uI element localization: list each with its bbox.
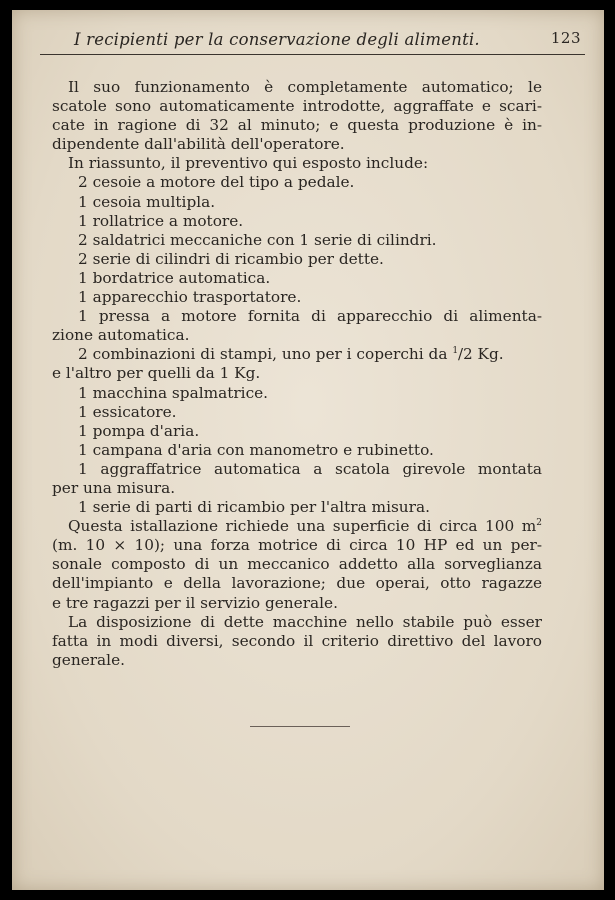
body-text [52, 78, 542, 670]
list-item-text: Kg. [472, 345, 504, 364]
fraction: $^1$/2 [452, 345, 473, 364]
list-item: 1 pompa d'aria. [78, 421, 200, 440]
paragraph-line [52, 517, 542, 536]
list-item: 1 pressa a motore fornita di apparecchio di alimenta- [78, 307, 542, 326]
paragraph-line: cate in ragione di 32 al minuto; e questa produzione è in- [52, 116, 542, 135]
summary-intro: In riassunto, il preventivo qui esposto include: [68, 154, 429, 173]
paragraph-line: Il suo funzionamento è completamente automatico; le [68, 78, 542, 96]
list-item-continuation: e l'altro per quelli da 1 Kg. [52, 364, 261, 383]
list-item: 2 saldatrici meccaniche con 1 serie di cilindri. [78, 230, 437, 249]
paragraph-line: e tre ragazzi per il servizio generale. [52, 593, 338, 612]
list-item: 1 serie di parti di ricambio per l'altra misura. [78, 498, 430, 517]
superscript: 2 [536, 518, 542, 529]
paragraph-line: dipendente dall'abilità dell'operatore. [52, 135, 345, 154]
fraction-numerator: 1 [452, 346, 459, 357]
list-item: 1 bordatrice automatica. [78, 268, 271, 287]
paragraph-line: La disposizione di dette macchine nello stabile può esser [68, 612, 542, 631]
list-item: 1 essicatore. [78, 402, 177, 421]
list-item-continuation: zione automatica. [52, 326, 190, 345]
running-header [40, 26, 585, 55]
section-divider [250, 726, 350, 727]
list-item [52, 345, 542, 364]
paragraph-line: dell'impianto e della lavorazione; due operai, otto ragazze [52, 574, 542, 593]
list-item: 2 cesoie a motore del tipo a pedale. [78, 173, 355, 192]
list-item-text: 2 combinazioni di stampi, uno per i coperchi da [78, 345, 453, 364]
paragraph-line: sonale composto di un meccanico addetto alla sorveglianza [52, 555, 542, 574]
fraction-denominator: 2 [463, 345, 473, 364]
paragraph-line: (m. 10 × 10); una forza motrice di circa 10 HP ed un per- [52, 536, 542, 555]
paragraph-line: fatta in modi diversi, secondo il criterio direttivo del lavoro [52, 631, 542, 650]
list-item-continuation: per una misura. [52, 478, 176, 497]
paragraph-line: generale. [52, 650, 125, 669]
list-item: 2 serie di cilindri di ricambio per dette. [78, 249, 384, 268]
list-item: 1 apparecchio trasportatore. [78, 288, 302, 307]
paragraph-text: Questa istallazione richiede una superficie di circa 100 m [68, 517, 537, 536]
list-item: 1 campana d'aria con manometro e rubinetto. [78, 440, 434, 459]
list-item: 1 cesoia multipla. [78, 192, 216, 211]
running-title: I recipienti per la conservazione degli alimenti. [74, 30, 480, 49]
paragraph-line: scatole sono automaticamente introdotte, aggraffate e scari- [52, 97, 542, 116]
list-item: 1 macchina spalmatrice. [78, 383, 269, 402]
list-item: 1 aggraffatrice automatica a scatola girevole montata [78, 459, 542, 478]
book-page [12, 10, 604, 890]
page-number: 123 [550, 29, 581, 47]
list-item: 1 rollatrice a motore. [78, 211, 244, 230]
